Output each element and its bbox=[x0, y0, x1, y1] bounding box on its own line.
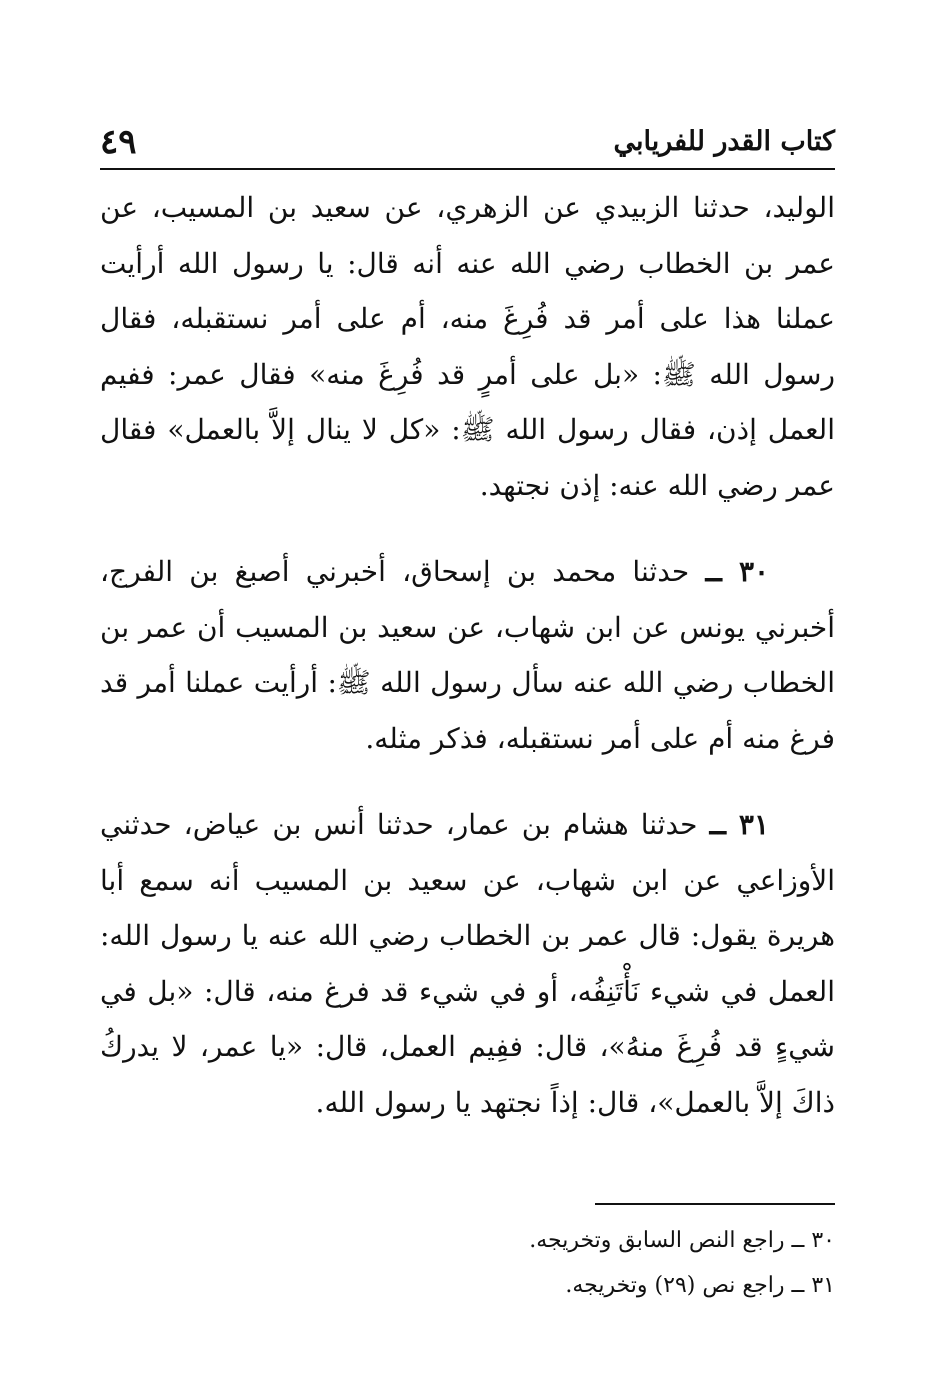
page-header bbox=[100, 120, 835, 168]
footnote-30: ٣٠ ــ راجع النص السابق وتخريجه. bbox=[529, 1228, 835, 1253]
footnote-31: ٣١ ــ راجع نص (٢٩) وتخريجه. bbox=[565, 1273, 835, 1298]
footnote-rule bbox=[595, 1203, 835, 1205]
hadith-31 bbox=[100, 797, 835, 1130]
header-rule bbox=[100, 168, 835, 170]
page-number: ٤٩ bbox=[100, 122, 137, 162]
main-text bbox=[100, 180, 835, 1130]
book-title: كتاب القدر للفريابي bbox=[613, 126, 835, 157]
hadith-number: ٣٠ ــ bbox=[705, 555, 770, 588]
hadith-text: حدثنا هشام بن عمار، حدثنا أنس بن عياض، حدثني الأوزاعي عن ابن شهاب، عن سعيد بن المسيب أنه سمع أبا هريرة يقول: قال عمر بن الخطاب رضي الله عنه يا رسول الله: العمل في شيء نَأْتَنِفُه، أو في شيء قد فرغ منه، قال: «بل في شيءٍ قد فُرِغَ منهُ»، قال: ففِيم العمل، قال: «يا عمر، لا يدركُ ذاكَ إلاَّ بالعمل»، قال: إذاً نجتهد يا رسول الله. bbox=[100, 808, 836, 1119]
footnotes bbox=[300, 1218, 835, 1308]
paragraph-continued bbox=[100, 180, 835, 513]
hadith-number: ٣١ ــ bbox=[709, 808, 769, 841]
hadith-text: حدثنا محمد بن إسحاق، أخبرني أصبغ بن الفرج، أخبرني يونس عن ابن شهاب، عن سعيد بن المسيب أن عمر بن الخطاب رضي الله عنه سأل رسول الله ﷺ: أرأيت عملنا أمر قد فرغ منه أم على أمر نستقبله، فذكر مثله. bbox=[100, 555, 835, 755]
hadith-30 bbox=[100, 544, 835, 766]
paragraph-text: الوليد، حدثنا الزبيدي عن الزهري، عن سعيد بن المسيب، عن عمر بن الخطاب رضي الله عنه أنه قال: يا رسول الله أرأيت عملنا هذا على أمر قد فُرِغَ منه، أم على أمر نستقبله، فقال رسول الله ﷺ: «بل على أمرٍ قد فُرِغَ منه» فقال عمر: ففيم العمل إذن، فقال رسول الله ﷺ: «كل لا ينال إلاَّ بالعمل» فقال عمر رضي الله عنه: إذن نجتهد. bbox=[100, 191, 835, 502]
